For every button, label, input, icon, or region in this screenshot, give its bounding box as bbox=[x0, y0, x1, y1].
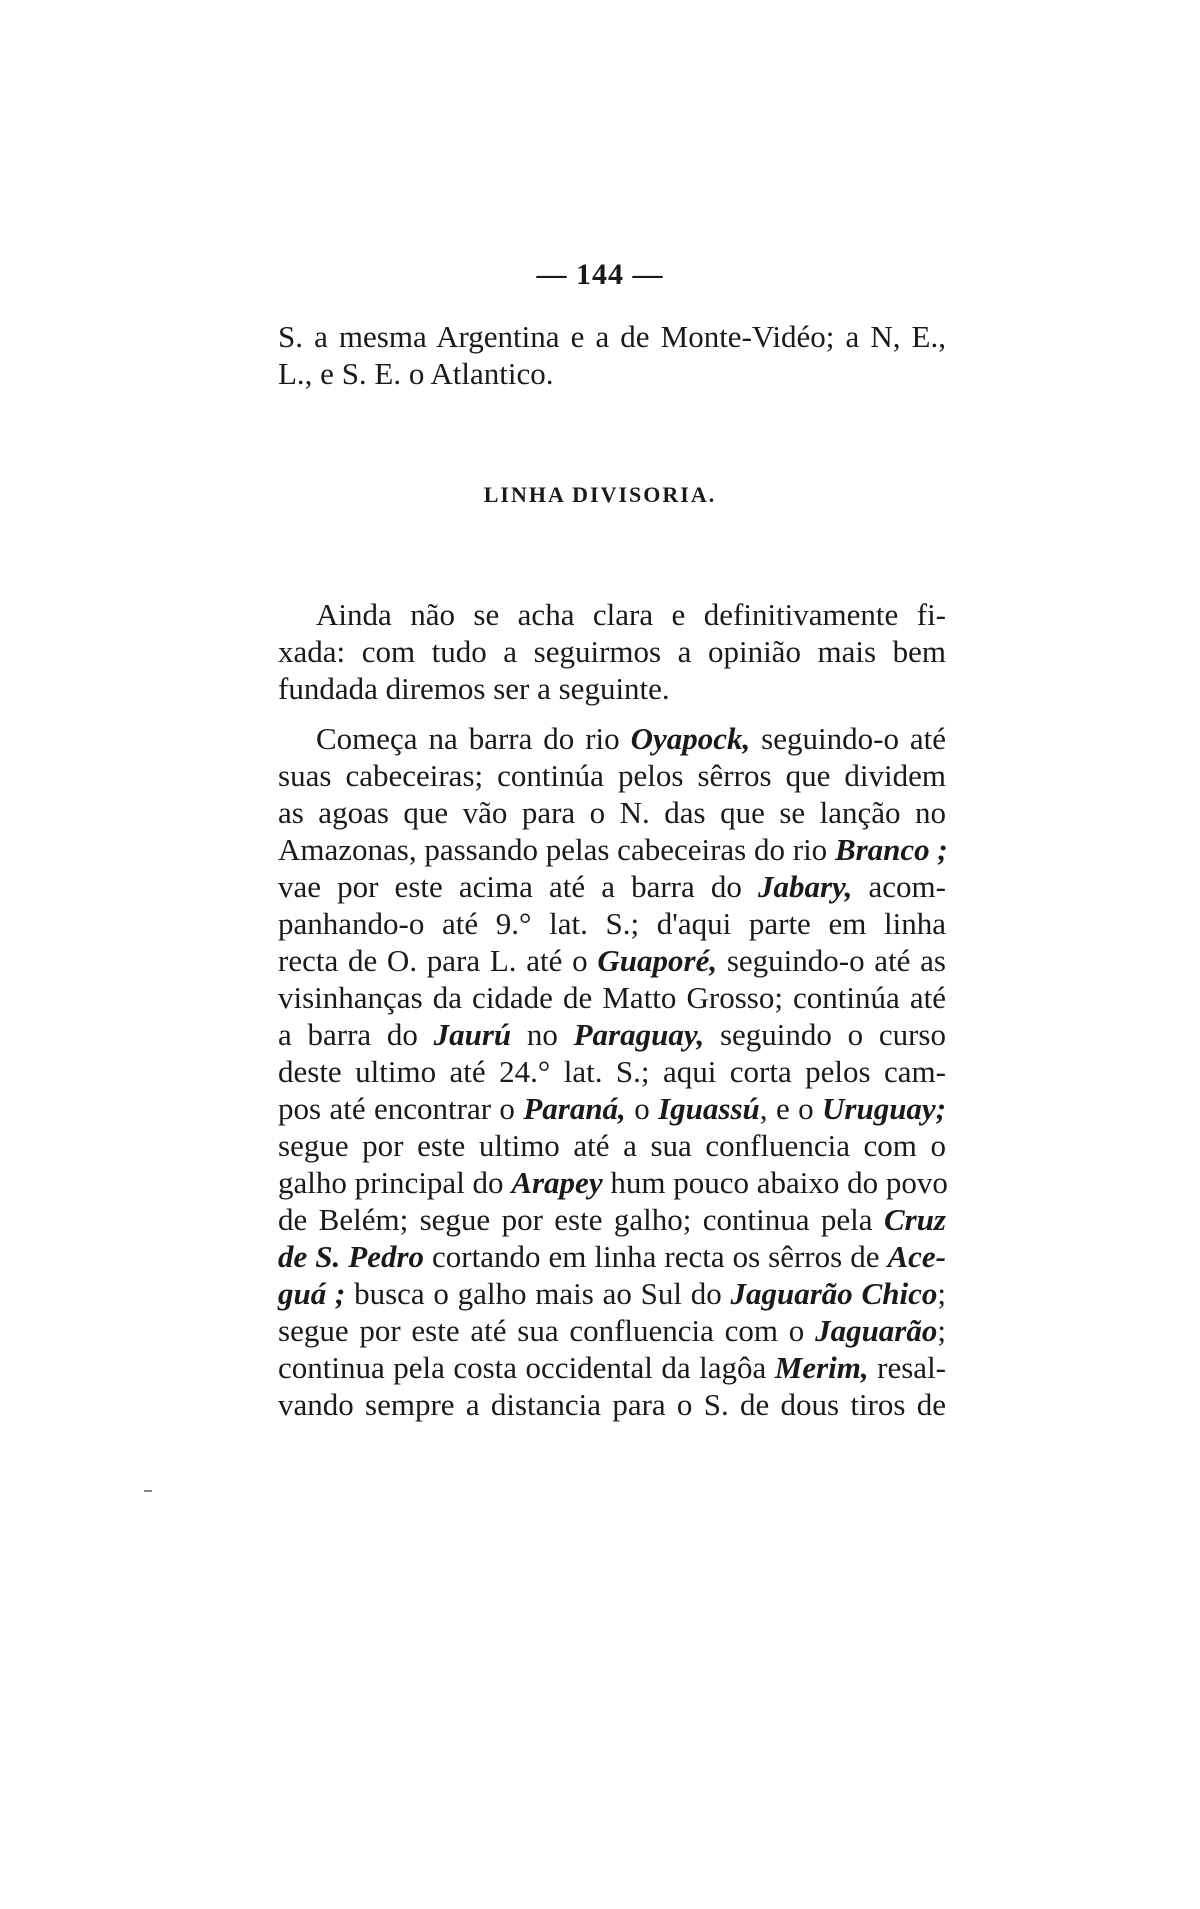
place-name: Uruguay; bbox=[822, 1091, 947, 1126]
text-line: pos até encontrar o Paraná, o Iguassú, e o Uruguay; bbox=[278, 1091, 947, 1126]
text-line: guá ; busca o galho mais ao Sul do Jaguarão Chico; bbox=[278, 1276, 946, 1311]
text-line: continua pela costa occidental da lagôa Merim, resal- bbox=[278, 1350, 947, 1385]
text-line: segue por este ultimo até a sua confluencia com o bbox=[278, 1128, 946, 1163]
place-name: Arapey bbox=[511, 1165, 603, 1200]
place-name: Jaguarão bbox=[815, 1313, 938, 1348]
text-line: recta de O. para L. até o Guaporé, seguindo-o até as bbox=[278, 943, 946, 978]
text-line: Começa na barra do rio Oyapock, seguindo-o até bbox=[316, 721, 947, 756]
place-name: de S. Pedro bbox=[278, 1239, 425, 1274]
place-name: Jaguarão Chico bbox=[730, 1276, 938, 1311]
text-line: segue por este até sua confluencia com o Jaguarão; bbox=[278, 1313, 946, 1348]
place-name: Paraná, bbox=[523, 1091, 626, 1126]
text-line: a barra do Jaurú no Paraguay, seguindo o curso bbox=[278, 1017, 946, 1052]
place-name: Cruz bbox=[883, 1202, 946, 1237]
continuation-text bbox=[278, 318, 946, 392]
text-line: as agoas que vão para o N. das que se lanção no bbox=[278, 795, 946, 830]
text-line: suas cabeceiras; continúa pelos sêrros que dividem bbox=[278, 758, 946, 793]
place-name: Branco ; bbox=[834, 832, 948, 867]
text-line: de Belém; segue por este galho; continua pela Cruz bbox=[278, 1202, 946, 1237]
place-name: Merim, bbox=[774, 1350, 869, 1385]
place-name: Jaurú bbox=[433, 1017, 512, 1052]
text-line: de S. Pedro cortando em linha recta os sêrros de Ace- bbox=[278, 1239, 946, 1274]
text-line: L., e S. E. o Atlantico. bbox=[278, 356, 554, 391]
place-name: guá ; bbox=[278, 1276, 346, 1311]
place-name: Ace- bbox=[887, 1239, 946, 1274]
text-line: vae por este acima até a barra do Jabary, acom- bbox=[278, 869, 946, 904]
section-heading: LINHA DIVISORIA. bbox=[483, 482, 717, 507]
text-line: galho principal do Arapey hum pouco abaixo do povo bbox=[278, 1165, 948, 1200]
margin-mark bbox=[144, 1490, 152, 1492]
text-line: Amazonas, passando pelas cabeceiras do rio Branco ; bbox=[278, 832, 948, 867]
text-line: deste ultimo até 24.° lat. S.; aqui corta pelos cam- bbox=[278, 1054, 946, 1089]
text-line: panhando-o até 9.° lat. S.; d'aqui parte em linha bbox=[278, 906, 946, 941]
text-line: fundada diremos ser a seguinte. bbox=[278, 671, 670, 706]
text-line: Ainda não se acha clara e definitivamente fi- bbox=[316, 597, 946, 632]
place-name: Guaporé, bbox=[597, 943, 718, 978]
place-name: Paraguay, bbox=[573, 1017, 705, 1052]
text-line: vando sempre a distancia para o S. de dous tiros de bbox=[278, 1387, 946, 1422]
place-name: Jabary, bbox=[757, 869, 853, 904]
paragraph-2 bbox=[278, 720, 946, 1423]
text-line: visinhanças da cidade de Matto Grosso; continúa até bbox=[278, 980, 946, 1015]
text-line: S. a mesma Argentina e a de Monte-Vidéo; a N, E., bbox=[278, 319, 946, 354]
place-name: Oyapock, bbox=[630, 721, 751, 756]
place-name: Iguassú bbox=[658, 1091, 760, 1126]
text-line: xada: com tudo a seguirmos a opinião mais bem bbox=[278, 634, 946, 669]
page-number: — 144 — bbox=[536, 258, 664, 291]
paragraph-1 bbox=[278, 596, 946, 707]
